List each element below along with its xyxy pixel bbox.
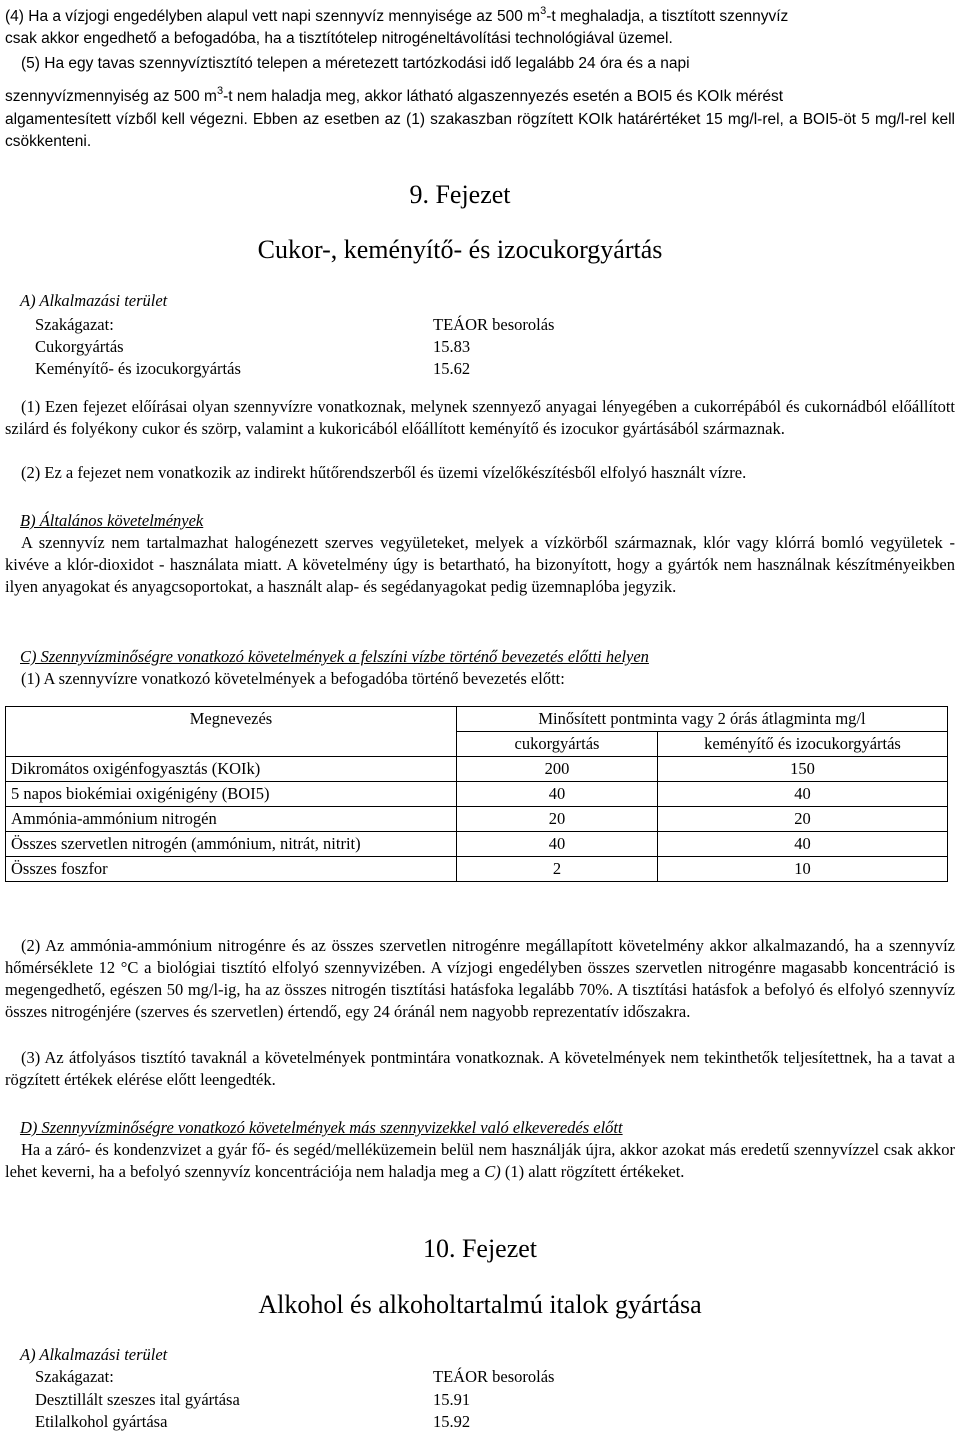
- paragraph-5-text: szennyvízmennyiség az 500 m: [5, 88, 217, 105]
- cell-sugar: 200: [457, 757, 658, 782]
- paragraph-5-intro: (5) Ha egy tavas szennyvíztisztító telepen a méretezett tartózkodási idő legalább 24 óra és a napi: [21, 55, 690, 72]
- cell-starch: 40: [658, 832, 948, 857]
- table-row: [6, 832, 948, 857]
- table-row: [6, 857, 948, 882]
- sector-name: Etilalkohol gyártása: [35, 1412, 168, 1431]
- sector-name: Cukorgyártás: [35, 337, 124, 356]
- table-row: [6, 757, 948, 782]
- sector-code: 15.83: [433, 337, 471, 356]
- cell-sugar: 20: [457, 807, 658, 832]
- cell-starch: 40: [658, 782, 948, 807]
- cell-name: Dikromátos oxigénfogyasztás (KOIk): [6, 757, 457, 782]
- paragraph-4-line-2: csak akkor engedhető a befogadóba, ha a tisztítótelep nitrogéneltávolítási technológiával üzemel.: [5, 30, 673, 47]
- cell-sugar: 40: [457, 832, 658, 857]
- superscript: 3: [216, 85, 224, 97]
- section-b-paragraph: A szennyvíz nem tartalmazhat halogénezett szerves vegyületeket, melyek a vízkörből származnak, klór vagy klórrá bomló vegyületek - kivéve a klór-dioxidot - használata miatt. A követelmény úgy is betartható, ha bizonyított, hogy a gyártók nem használnak készítményeikben ilyen anyagokat és anyagcsoportokat, a használt alap- és segédanyagokat pedig üzemnaplóba jegyzik.: [5, 533, 955, 596]
- paragraph-5-rest: algamentesített vízből kell végezni. Ebben az esetben az (1) szakaszban rögzített KOIk határértéket 15 mg/l-rel, a BOI5-öt 5 mg/l-rel kell csökkenteni.: [5, 111, 955, 150]
- chapter-10-title: Alkohol és alkoholtartalmú italok gyártása: [258, 1290, 702, 1319]
- paragraph-4: [5, 6, 955, 50]
- paragraph-4-text-end: -t meghaladja, a tisztított szennyvíz: [546, 8, 789, 25]
- chapter-9-number: 9. Fejezet: [409, 180, 511, 209]
- section-a-heading: A) Alkalmazási terület: [20, 291, 168, 310]
- branch-label: Szakágazat:: [35, 1367, 114, 1386]
- sector-code: 15.91: [433, 1390, 471, 1409]
- table-row: [6, 782, 948, 807]
- teaor-label: TEÁOR besorolás: [433, 315, 555, 334]
- header-name: Megnevezés: [6, 707, 457, 757]
- teaor-label: TEÁOR besorolás: [433, 1367, 555, 1386]
- cell-name: Összes szervetlen nitrogén (ammónium, nitrát, nitrit): [6, 832, 457, 857]
- sector-name: Keményítő- és izocukorgyártás: [35, 359, 241, 378]
- section-d-text: Ha a záró- és kondenzvizet a gyár fő- és segéd/melléküzemein belül nem használják újra, akkor azokat más eredetű szennyvízzel csak akkor lehet keverni, ha a befolyó szennyvíz koncentrációja nem haladja meg a: [5, 1140, 955, 1181]
- table-row: [6, 807, 948, 832]
- section-d-paragraph: [5, 1139, 955, 1183]
- cell-name: 5 napos biokémiai oxigénigény (BOI5): [6, 782, 457, 807]
- header-sugar: cukorgyártás: [457, 732, 658, 757]
- section-d-heading: D) Szennyvízminőségre vonatkozó követelmények más szennyvizekkel való elkeveredés előtt: [20, 1118, 623, 1137]
- limits-table: [5, 706, 948, 882]
- superscript: 3: [540, 5, 547, 17]
- sector-code: 15.92: [433, 1412, 471, 1431]
- cell-name: Összes foszfor: [6, 857, 457, 882]
- section-a-paragraph-1: (1) Ezen fejezet előírásai olyan szennyvízre vonatkoznak, melynek szennyező anyagai lényegében a cukorrépából és cukornádból előállított szilárd és folyékony cukor és szörp, valamint a kukoricából előállított keményítő és izocukor gyártásából származnak.: [5, 397, 955, 438]
- table-header-row: [6, 707, 948, 732]
- paragraph-5-text-end: -t nem haladja meg, akkor látható algaszennyezés esetén a BOI5 és KOIk mérést: [223, 88, 784, 105]
- sector-name: Desztillált szeszes ital gyártása: [35, 1390, 240, 1409]
- section-b-heading: B) Általános követelmények: [20, 511, 204, 530]
- section-c-paragraph-1: (1) A szennyvízre vonatkozó követelmények a befogadóba történő bevezetés előtt:: [21, 669, 565, 688]
- paragraph-5-line: [5, 86, 955, 108]
- header-group: Minősített pontminta vagy 2 órás átlagminta mg/l: [457, 707, 948, 732]
- cell-starch: 150: [658, 757, 948, 782]
- cell-sugar: 40: [457, 782, 658, 807]
- cell-starch: 20: [658, 807, 948, 832]
- chapter-10-number: 10. Fejezet: [422, 1234, 538, 1263]
- section-c-paragraph-2: (2) Az ammónia-ammónium nitrogénre és az összes szervetlen nitrogénre megállapított követelmény akkor alkalmazandó, ha a szennyvíz hőmérséklete 12 °C a biológiai tisztító elfolyó szennyvizében. A vízjogi engedélyben összes szervetlen nitrogénre magasabb koncentráció is megengedhető, egészen 50 mg/l-ig, ha az összes nitrogén tisztítási hatásfoka legalább 70%. A tisztítási hatásfok a befolyó és elfolyó szennyvíz összes nitrogénjére (szerves és szervetlen) értendő, egy 24 óránál nem nagyobb reprezentatív időszakra.: [5, 936, 955, 1021]
- chapter-9-title: Cukor-, keményítő- és izocukorgyártás: [257, 235, 663, 264]
- paragraph-4-text: (4) Ha a vízjogi engedélyben alapul vett napi szennyvíz mennyisége az 500 m: [5, 8, 541, 25]
- cell-starch: 10: [658, 857, 948, 882]
- header-starch: keményítő és izocukorgyártás: [658, 732, 948, 757]
- sector-code: 15.62: [433, 359, 471, 378]
- section-a-heading: A) Alkalmazási terület: [20, 1345, 168, 1364]
- cell-name: Ammónia-ammónium nitrogén: [6, 807, 457, 832]
- section-reference: C): [484, 1162, 501, 1181]
- section-c-paragraph-3: (3) Az átfolyásos tisztító tavaknál a követelmények pontmintára vonatkoznak. A követelmények nem tekinthetők teljesítettnek, ha a tavat a rögzített értékek elérése előtt leengedték.: [5, 1048, 955, 1089]
- section-c-heading: C) Szennyvízminőségre vonatkozó követelmények a felszíni vízbe történő bevezetés előtti helyen: [20, 647, 649, 666]
- section-a-paragraph-2: (2) Ez a fejezet nem vonatkozik az indirekt hűtőrendszerből és üzemi vízelőkészítésből elfolyó használt vízre.: [21, 463, 747, 482]
- branch-label: Szakágazat:: [35, 315, 114, 334]
- cell-sugar: 2: [457, 857, 658, 882]
- section-d-text-end: (1) alatt rögzített értékeket.: [500, 1162, 685, 1181]
